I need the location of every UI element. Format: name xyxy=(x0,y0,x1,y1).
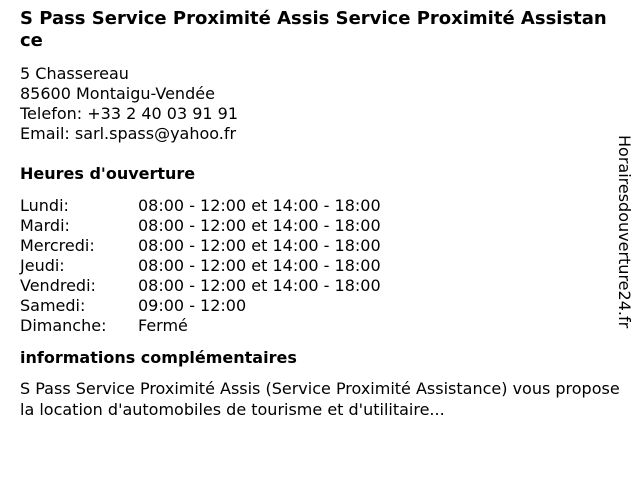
day-label: Dimanche: xyxy=(20,316,107,335)
address-block xyxy=(20,64,610,144)
phone-number: Telefon: +33 2 40 03 91 91 xyxy=(20,104,239,123)
day-hours: 08:00 - 12:00 et 14:00 - 18:00 xyxy=(138,196,381,215)
street-address: 5 Chassereau xyxy=(20,64,129,83)
email-address: Email: sarl.spass@yahoo.fr xyxy=(20,124,237,143)
hours-row-mardi xyxy=(20,216,610,236)
day-label: Samedi: xyxy=(20,296,86,315)
day-label: Jeudi: xyxy=(20,256,65,275)
hours-row-samedi xyxy=(20,296,610,316)
hours-row-dimanche xyxy=(20,316,610,336)
day-hours: 09:00 - 12:00 xyxy=(138,296,247,315)
additional-info-text: S Pass Service Proximité Assis (Service Proximité Assistance) vous propose la location d'automobiles de tourisme et d'utilitaire... xyxy=(20,379,620,419)
hours-row-lundi xyxy=(20,196,610,216)
day-hours: 08:00 - 12:00 et 14:00 - 18:00 xyxy=(138,276,381,295)
hours-row-mercredi xyxy=(20,236,610,256)
hours-row-vendredi xyxy=(20,276,610,296)
business-name: S Pass Service Proximité Assis Service Proximité Assistance xyxy=(20,8,607,51)
additional-info-heading: informations complémentaires xyxy=(20,348,297,367)
day-hours: 08:00 - 12:00 et 14:00 - 18:00 xyxy=(138,256,381,275)
day-label: Vendredi: xyxy=(20,276,96,295)
day-hours: 08:00 - 12:00 et 14:00 - 18:00 xyxy=(138,216,381,235)
business-card xyxy=(20,8,620,420)
site-watermark: Horairesdouverture24.fr xyxy=(615,135,634,329)
day-hours: Fermé xyxy=(138,316,188,335)
hours-row-jeudi xyxy=(20,256,610,276)
day-hours: 08:00 - 12:00 et 14:00 - 18:00 xyxy=(138,236,381,255)
day-label: Lundi: xyxy=(20,196,69,215)
day-label: Mercredi: xyxy=(20,236,95,255)
day-label: Mardi: xyxy=(20,216,70,235)
opening-hours-table xyxy=(20,196,610,336)
city-postal: 85600 Montaigu-Vendée xyxy=(20,84,215,103)
opening-hours-heading: Heures d'ouverture xyxy=(20,164,196,183)
